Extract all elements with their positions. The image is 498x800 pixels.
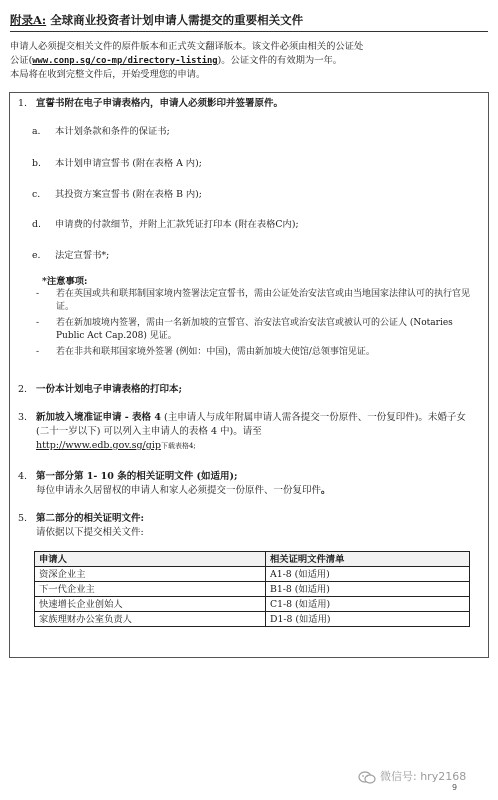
table-row <box>35 582 470 597</box>
item-e-text: 法定宣誓书*; <box>55 250 110 261</box>
note-title: *注意事项: <box>42 276 88 287</box>
note-item-3 <box>36 346 482 359</box>
item-b <box>32 157 202 170</box>
table-row <box>35 597 470 612</box>
section-1-number: 1. <box>18 98 28 109</box>
section-4-text-end: 。 <box>321 485 331 496</box>
note-item-2 <box>36 317 482 343</box>
section-5-text: 请依据以下提交相关文件: <box>36 527 144 538</box>
section-4-text: 每位申请永久居留权的申请人和家人必须提交一份原件、一份复印件 <box>36 485 322 496</box>
item-d-label: d. <box>32 219 41 230</box>
item-c <box>32 188 202 201</box>
intro-line-1: 申请人必须提交相关文件的原件版本和正式英文翻译版本。该文件必须由相关的公证处 <box>10 41 364 52</box>
documents-box <box>9 92 489 658</box>
item-b-label: b. <box>32 158 41 169</box>
section-3-body <box>36 411 478 453</box>
item-b-text: 本计划申请宣誓书 (附在表格 A 内); <box>55 158 202 169</box>
section-3-number: 3. <box>18 412 28 423</box>
item-e-label: e. <box>32 250 41 261</box>
intro-line-2-prefix: 公证( <box>10 55 33 66</box>
item-d-text: 申请费的付款细节，并附上汇款凭证打印本 (附在表格C内); <box>55 219 299 230</box>
requirements-table <box>34 551 470 627</box>
item-a-text: 本计划条款和条件的保证书; <box>55 126 170 137</box>
note-text: 若在新加坡境内签署，需由一名新加坡的宣誓官、治安法官或治安法官或被认可的公证人 (Notaries Public Act Cap.208) 见证。 <box>56 318 453 341</box>
watermark-text: 微信号: hry2168 <box>380 770 467 783</box>
table-row <box>35 612 470 627</box>
section-3 <box>18 411 478 453</box>
section-5-heading: 第二部分的相关证明文件: <box>36 513 145 524</box>
table-cell: B1-8 (如适用) <box>266 582 470 597</box>
section-2 <box>18 383 480 397</box>
section-4 <box>18 470 480 498</box>
section-4-number: 4. <box>18 471 28 482</box>
intro-line-3: 本局将在收到完整文件后，开始受理您的申请。 <box>10 69 206 80</box>
table-cell: A1-8 (如适用) <box>266 567 470 582</box>
wechat-watermark <box>358 768 466 784</box>
item-d <box>32 218 299 231</box>
section-5 <box>18 512 480 540</box>
section-5-body <box>36 512 480 540</box>
section-4-body <box>36 470 480 498</box>
note-text: 若在英国或共和联邦制国家境内签署法定宣誓书，需由公证处治安法官或由当地国家法律认可的执行官见证。 <box>56 289 471 312</box>
intro-paragraph <box>10 40 488 82</box>
section-4-heading: 第一部分第 1- 10 条的相关证明文件 (如适用); <box>36 471 238 482</box>
table-header-row <box>35 552 470 567</box>
section-5-number: 5. <box>18 513 28 524</box>
note-dash: - <box>36 318 40 328</box>
table-cell: D1-8 (如适用) <box>266 612 470 627</box>
title-text: 全球商业投资者计划申请人需提交的重要相关文件 <box>50 13 304 27</box>
table-cell: 下一代企业主 <box>35 582 266 597</box>
section-2-heading: 一份本计划电子申请表格的打印本; <box>36 384 183 395</box>
item-a-label: a. <box>32 126 41 137</box>
section-1 <box>18 97 480 111</box>
note-item-1 <box>36 288 482 314</box>
note-text: 若在非共和联邦国家境外签署 (例如：中国)，需由新加坡大使馆/总领事馆见证。 <box>56 347 375 357</box>
notary-directory-link[interactable]: www.conp.sg/co-mp/directory-listing <box>32 56 218 66</box>
table-cell: 快速增长企业创始人 <box>35 597 266 612</box>
edb-gip-link[interactable]: http://www.edb.gov.sg/gip <box>36 440 161 451</box>
column-header-documents: 相关证明文件清单 <box>266 552 470 567</box>
intro-line-2 <box>10 54 488 68</box>
note-dash: - <box>36 347 40 357</box>
table-cell: 家族理财办公室负责人 <box>35 612 266 627</box>
section-3-link-suffix: 下载表格4; <box>160 442 196 450</box>
section-2-number: 2. <box>18 384 28 395</box>
wechat-icon <box>358 771 376 784</box>
section-3-text: (主申请人与成年附属申请人需各提交一份原件、一份复印件)。未婚子女 (二十一岁以下) 可以列入主申请人的表格 4 中)。请至 <box>36 412 466 437</box>
section-3-heading: 新加坡入境准证申请 - 表格 4 <box>36 412 161 423</box>
table-cell: C1-8 (如适用) <box>266 597 470 612</box>
item-c-label: c. <box>32 189 41 200</box>
column-header-applicant: 申请人 <box>35 552 266 567</box>
item-c-text: 其投资方案宣誓书 (附在表格 B 内); <box>55 189 202 200</box>
table-cell: 资深企业主 <box>35 567 266 582</box>
section-1-heading: 宣誓书附在电子申请表格内，申请人必须影印并签署原件。 <box>36 98 284 109</box>
table-row <box>35 567 470 582</box>
item-e <box>32 249 109 262</box>
title-prefix: 附录A: <box>10 13 47 27</box>
item-a <box>32 125 170 138</box>
intro-line-2-suffix: )。公证文件的有效期为一年。 <box>217 55 343 66</box>
note-dash: - <box>36 289 40 299</box>
page-number: 9 <box>452 783 458 792</box>
page-title <box>10 12 488 32</box>
